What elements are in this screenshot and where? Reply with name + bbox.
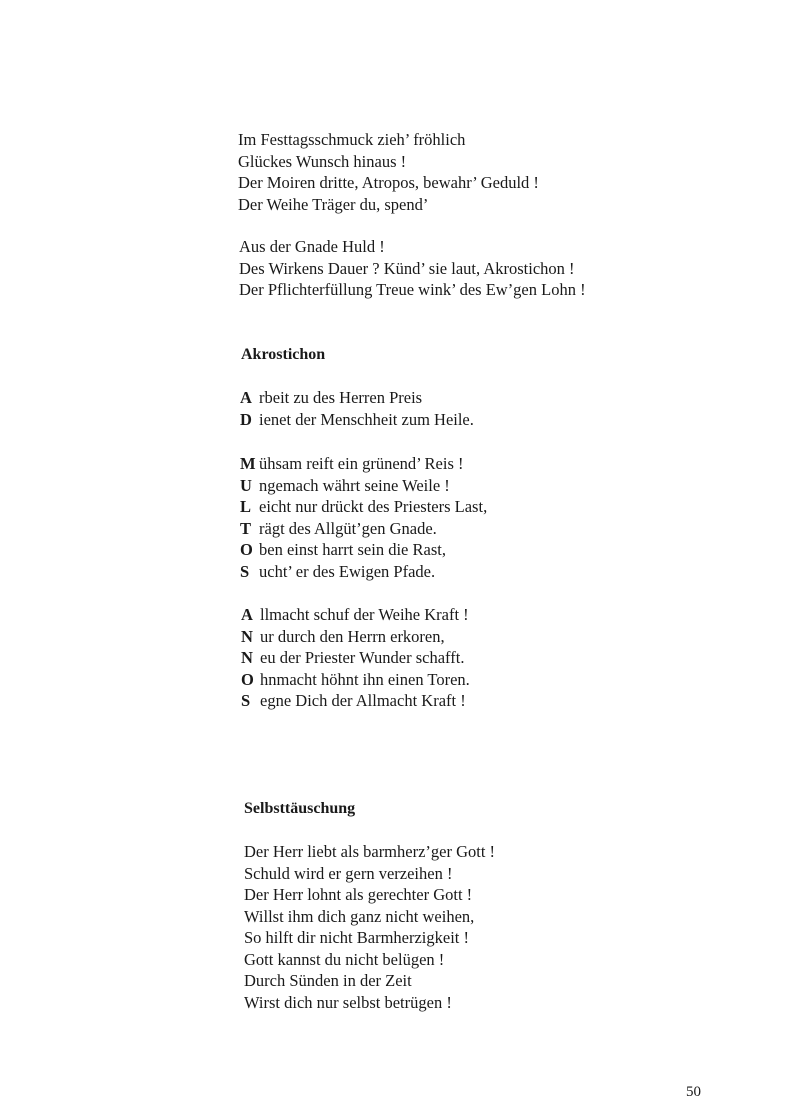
acrostic-line (240, 387, 474, 409)
acrostic-letter: T (240, 518, 252, 538)
acrostic-line (241, 669, 470, 691)
poem-line: Der Moiren dritte, Atropos, bewahr’ Geduld ! (238, 173, 539, 192)
page-number: 50 (686, 1084, 701, 1100)
poem-line: So hilft dir nicht Barmherzigkeit ! (244, 928, 469, 947)
poem-line: Des Wirkens Dauer ? Künd’ sie laut, Akrostichon ! (239, 258, 575, 278)
acrostic-text: ben einst harrt sein die Rast, (259, 540, 446, 559)
acrostic-letter: N (241, 648, 253, 667)
acrostic-letter: S (241, 691, 251, 710)
acrostic-letter: L (240, 497, 252, 516)
acrostic-text: ienet der Menschheit zum Heile. (259, 409, 474, 429)
acrostic-line (240, 409, 474, 431)
poem-line: Schuld wird er gern verzeihen ! (244, 863, 453, 883)
acrostic-line (241, 626, 470, 648)
poem-line: Durch Sünden in der Zeit (244, 971, 412, 990)
akrostichon-stanza-1 (240, 387, 474, 430)
poem-line: Der Weihe Träger du, spend’ (238, 194, 429, 214)
acrostic-letter: N (241, 626, 253, 646)
acrostic-text: hnmacht höhnt ihn einen Toren. (260, 669, 470, 689)
acrostic-letter: U (240, 475, 252, 495)
poem-line: Willst ihm dich ganz nicht weihen, (244, 906, 475, 926)
acrostic-line (240, 518, 487, 540)
acrostic-letter: S (240, 561, 250, 581)
poem-line: Der Pflichterfüllung Treue wink’ des Ew’gen Lohn ! (239, 280, 586, 299)
acrostic-text: eicht nur drückt des Priesters Last, (259, 497, 488, 516)
akrostichon-title: Akrostichon (241, 346, 326, 363)
acrostic-line (241, 690, 470, 712)
poem-line: Gott kannst du nicht belügen ! (244, 949, 445, 969)
acrostic-text: egne Dich der Allmacht Kraft ! (260, 691, 466, 710)
acrostic-line (240, 475, 487, 497)
acrostic-line (240, 453, 487, 475)
poem-line: Glückes Wunsch hinaus ! (238, 151, 407, 171)
acrostic-text: rbeit zu des Herren Preis (259, 388, 423, 407)
poem-line: Der Herr lohnt als gerechter Gott ! (244, 885, 473, 904)
selbsttaeuschung-title: Selbsttäuschung (244, 800, 356, 817)
acrostic-text: ühsam reift ein grünend’ Reis ! (259, 454, 464, 473)
acrostic-letter: D (240, 409, 252, 429)
acrostic-letter: O (240, 540, 253, 559)
acrostic-text: llmacht schuf der Weihe Kraft ! (260, 605, 469, 624)
acrostic-text: ngemach währt seine Weile ! (259, 475, 450, 495)
poem-top-stanza-1 (238, 129, 539, 215)
acrostic-line (241, 647, 470, 669)
acrostic-letter: A (240, 388, 252, 407)
poem-top-stanza-2 (239, 236, 586, 301)
poem-line: Der Herr liebt als barmherz’ger Gott ! (244, 842, 496, 861)
acrostic-text: ur durch den Herrn erkoren, (260, 626, 445, 646)
acrostic-line (240, 561, 487, 583)
acrostic-line (241, 604, 470, 626)
acrostic-line (240, 496, 487, 518)
poem-line: Im Festtagsschmuck zieh’ fröhlich (238, 130, 466, 149)
acrostic-text: eu der Priester Wunder schafft. (260, 648, 465, 667)
acrostic-letter: A (241, 605, 253, 624)
poem-line: Aus der Gnade Huld ! (239, 237, 385, 256)
acrostic-letter: M (240, 454, 256, 473)
acrostic-text: ucht’ er des Ewigen Pfade. (259, 561, 436, 581)
akrostichon-stanza-3 (241, 604, 470, 712)
acrostic-line (240, 539, 487, 561)
acrostic-text: rägt des Allgüt’gen Gnade. (259, 518, 437, 538)
acrostic-letter: O (241, 669, 254, 689)
poem-line: Wirst dich nur selbst betrügen ! (244, 992, 452, 1012)
selbsttaeuschung-poem (244, 841, 495, 1013)
akrostichon-stanza-2 (240, 453, 487, 582)
